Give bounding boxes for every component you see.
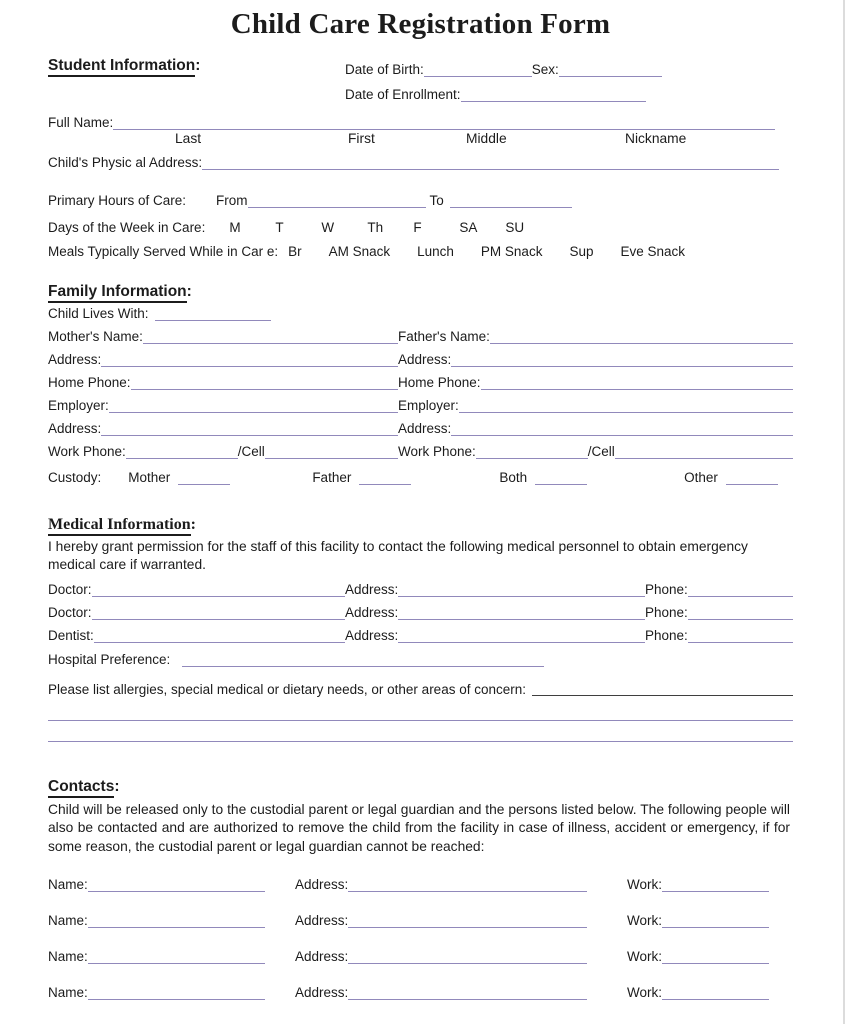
hours-of-care-row (48, 193, 793, 208)
contact3-name-field[interactable] (88, 961, 265, 964)
custody-option-mother: Mother (128, 470, 171, 485)
allergies-row (48, 682, 793, 697)
parent-home-phone-row (48, 375, 793, 390)
father-employer-field[interactable] (459, 410, 793, 413)
name-part-first: First (348, 131, 375, 146)
contact-row-2 (48, 913, 793, 928)
father-employer-address-label: Address: (398, 421, 452, 436)
allergies-field[interactable] (532, 693, 793, 696)
contact4-work-field[interactable] (662, 997, 769, 1000)
father-home-phone-label: Home Phone: (398, 375, 481, 390)
allergies-label: Please list allergies, special medical or dietary needs, or other areas of concern: (48, 681, 526, 697)
custody-father-field[interactable] (359, 482, 411, 485)
physical-address-label: Child's Physic al Address: (48, 155, 203, 170)
father-name-label: Father's Name: (398, 329, 490, 344)
name-part-nickname: Nickname (625, 131, 687, 146)
mother-employer-address-field[interactable] (101, 433, 398, 436)
days-in-care-row (48, 220, 793, 235)
custody-mother-field[interactable] (178, 482, 230, 485)
full-name-field[interactable] (113, 127, 775, 130)
dentist-address-label: Address: (345, 627, 399, 643)
contact4-address-field[interactable] (348, 997, 587, 1000)
dentist-address-field[interactable] (398, 640, 645, 643)
doctor2-address-field[interactable] (398, 617, 645, 620)
doctor2-address-label: Address: (345, 604, 399, 620)
contact2-name-field[interactable] (88, 925, 265, 928)
meals-row (48, 244, 793, 259)
parent-employer-address-row (48, 421, 793, 436)
father-cell-field[interactable] (615, 456, 793, 459)
parent-address-row (48, 352, 793, 367)
contacts-release-text: Child will be released only to the custodial parent or legal guardian and the persons listed below. The following people will also be contacted and are authorized to remove the child from the facility in case of illness, accident or emergency, if for some reason, the custodial parent or legal guardian cannot be reached: (48, 801, 790, 854)
contact3-work-label: Work: (627, 948, 663, 964)
form-title: Child Care Registration Form (230, 8, 611, 40)
doctor-row-1 (48, 582, 793, 597)
mother-work-phone-field[interactable] (126, 456, 238, 459)
father-employer-label: Employer: (398, 398, 459, 413)
lives-with-label: Child Lives With: (48, 306, 149, 321)
full-name-row (48, 115, 793, 130)
contact2-address-field[interactable] (348, 925, 587, 928)
contact-row-4 (48, 985, 793, 1000)
contact3-name-label: Name: (48, 948, 88, 964)
father-employer-address-field[interactable] (451, 433, 793, 436)
contact3-address-label: Address: (295, 948, 349, 964)
contact1-address-field[interactable] (348, 889, 587, 892)
dentist-label: Dentist: (48, 627, 94, 643)
enrollment-label: Date of Enrollment: (345, 87, 461, 102)
day-option-monday[interactable]: M (229, 220, 241, 235)
mother-employer-label: Employer: (48, 398, 109, 413)
contact1-name-label: Name: (48, 876, 88, 892)
enrollment-row (48, 87, 793, 102)
custody-label: Custody: (48, 470, 102, 485)
contact2-name-label: Name: (48, 912, 88, 928)
contact1-work-label: Work: (627, 876, 663, 892)
name-part-last: Last (175, 131, 202, 146)
father-address-field[interactable] (451, 364, 793, 367)
day-option-friday[interactable]: F (413, 220, 422, 235)
contact2-address-label: Address: (295, 912, 349, 928)
day-option-thursday[interactable]: Th (367, 220, 384, 235)
name-part-middle: Middle (466, 131, 507, 146)
mother-cell-field[interactable] (265, 456, 398, 459)
meals-label: Meals Typically Served While in Car e: (48, 244, 279, 259)
lives-with-row (48, 306, 793, 321)
mother-home-phone-field[interactable] (131, 387, 398, 390)
day-option-sunday[interactable]: SU (505, 220, 525, 235)
father-address-label: Address: (398, 352, 452, 367)
custody-option-both: Both (499, 470, 528, 485)
doctor2-phone-label: Phone: (645, 604, 688, 620)
custody-row (48, 470, 793, 485)
doctor1-address-field[interactable] (398, 594, 645, 597)
father-name-field[interactable] (490, 341, 793, 344)
dentist-phone-label: Phone: (645, 627, 688, 643)
physical-address-field[interactable] (202, 167, 779, 170)
doctor1-phone-field[interactable] (688, 594, 793, 597)
meal-option-pm-snack[interactable]: PM Snack (480, 244, 543, 259)
hospital-preference-row (48, 652, 793, 667)
hours-label: Primary Hours of Care: (48, 193, 187, 208)
meal-option-lunch[interactable]: Lunch (417, 244, 454, 259)
day-option-saturday[interactable]: SA (459, 220, 478, 235)
hours-from-field[interactable] (248, 205, 426, 208)
doctor1-name-field[interactable] (92, 594, 345, 597)
contact3-address-field[interactable] (348, 961, 587, 964)
enrollment-field[interactable] (461, 99, 646, 102)
full-name-label: Full Name: (48, 115, 114, 130)
meal-option-am-snack[interactable]: AM Snack (328, 244, 391, 259)
contact2-work-label: Work: (627, 912, 663, 928)
student-header-row (48, 57, 793, 77)
father-home-phone-field[interactable] (481, 387, 793, 390)
sex-label: Sex: (531, 62, 559, 77)
mother-name-label: Mother's Name: (48, 329, 143, 344)
custody-option-other: Other (684, 470, 718, 485)
doctor2-name-field[interactable] (92, 617, 345, 620)
medical-consent-text: I hereby grant permission for the staff of this facility to contact the following medical personnel to obtain emergency medical care if warranted. (48, 539, 748, 572)
doctor1-label: Doctor: (48, 581, 92, 597)
parent-name-row (48, 329, 793, 344)
sex-field[interactable] (559, 74, 662, 77)
contact1-name-field[interactable] (88, 889, 265, 892)
contact3-work-field[interactable] (662, 961, 769, 964)
hospital-preference-label: Hospital Preference: (48, 651, 171, 667)
contact-row-1 (48, 877, 793, 892)
lives-with-field[interactable] (155, 318, 271, 321)
mother-address-field[interactable] (101, 364, 398, 367)
hospital-preference-field[interactable] (182, 664, 544, 667)
contact4-name-field[interactable] (88, 997, 265, 1000)
mother-address-label: Address: (48, 352, 102, 367)
dob-label: Date of Birth: (345, 62, 424, 77)
medical-section-heading: Medical Information: (48, 516, 793, 536)
dentist-name-field[interactable] (94, 640, 345, 643)
meal-option-breakfast[interactable]: Br (288, 244, 302, 259)
days-label: Days of the Week in Care: (48, 220, 206, 235)
hours-to-field[interactable] (450, 205, 572, 208)
mother-name-field[interactable] (143, 341, 398, 344)
custody-other-field[interactable] (726, 482, 778, 485)
day-option-wednesday[interactable]: W (321, 220, 335, 235)
mother-work-phone-label: Work Phone: (48, 444, 126, 459)
allergies-extra-line-1[interactable] (48, 719, 793, 721)
father-cell-label: /Cell (587, 444, 615, 459)
mother-cell-label: /Cell (237, 444, 265, 459)
contacts-section-heading: Contacts: (48, 778, 793, 798)
contact4-work-label: Work: (627, 984, 663, 1000)
contact2-work-field[interactable] (662, 925, 769, 928)
mother-employer-field[interactable] (109, 410, 398, 413)
name-parts-row (48, 131, 793, 149)
custody-option-father: Father (312, 470, 352, 485)
mother-home-phone-label: Home Phone: (48, 375, 131, 390)
dentist-row (48, 628, 793, 643)
doctor1-address-label: Address: (345, 581, 399, 597)
father-work-phone-field[interactable] (476, 456, 588, 459)
family-section-heading: Family Information: (48, 283, 793, 303)
allergies-extra-line-2[interactable] (48, 740, 793, 742)
doctor2-phone-field[interactable] (688, 617, 793, 620)
hours-to-label: To (429, 193, 444, 208)
father-work-phone-label: Work Phone: (398, 444, 476, 459)
custody-both-field[interactable] (535, 482, 587, 485)
doctor-row-2 (48, 605, 793, 620)
contact1-address-label: Address: (295, 876, 349, 892)
dentist-phone-field[interactable] (688, 640, 793, 643)
meal-option-eve-snack[interactable]: Eve Snack (620, 244, 686, 259)
mother-employer-address-label: Address: (48, 421, 102, 436)
contact-row-3 (48, 949, 793, 964)
physical-address-row (48, 155, 793, 170)
hours-from-label: From (216, 193, 248, 208)
doctor2-label: Doctor: (48, 604, 92, 620)
doctor1-phone-label: Phone: (645, 581, 688, 597)
dob-field[interactable] (424, 74, 532, 77)
student-section-heading: Student Information: (48, 57, 345, 77)
contact4-address-label: Address: (295, 984, 349, 1000)
parent-work-phone-row (48, 444, 793, 459)
day-option-tuesday[interactable]: T (275, 220, 284, 235)
contact4-name-label: Name: (48, 984, 88, 1000)
contact1-work-field[interactable] (662, 889, 769, 892)
meal-option-supper[interactable]: Sup (569, 244, 594, 259)
parent-employer-row (48, 398, 793, 413)
